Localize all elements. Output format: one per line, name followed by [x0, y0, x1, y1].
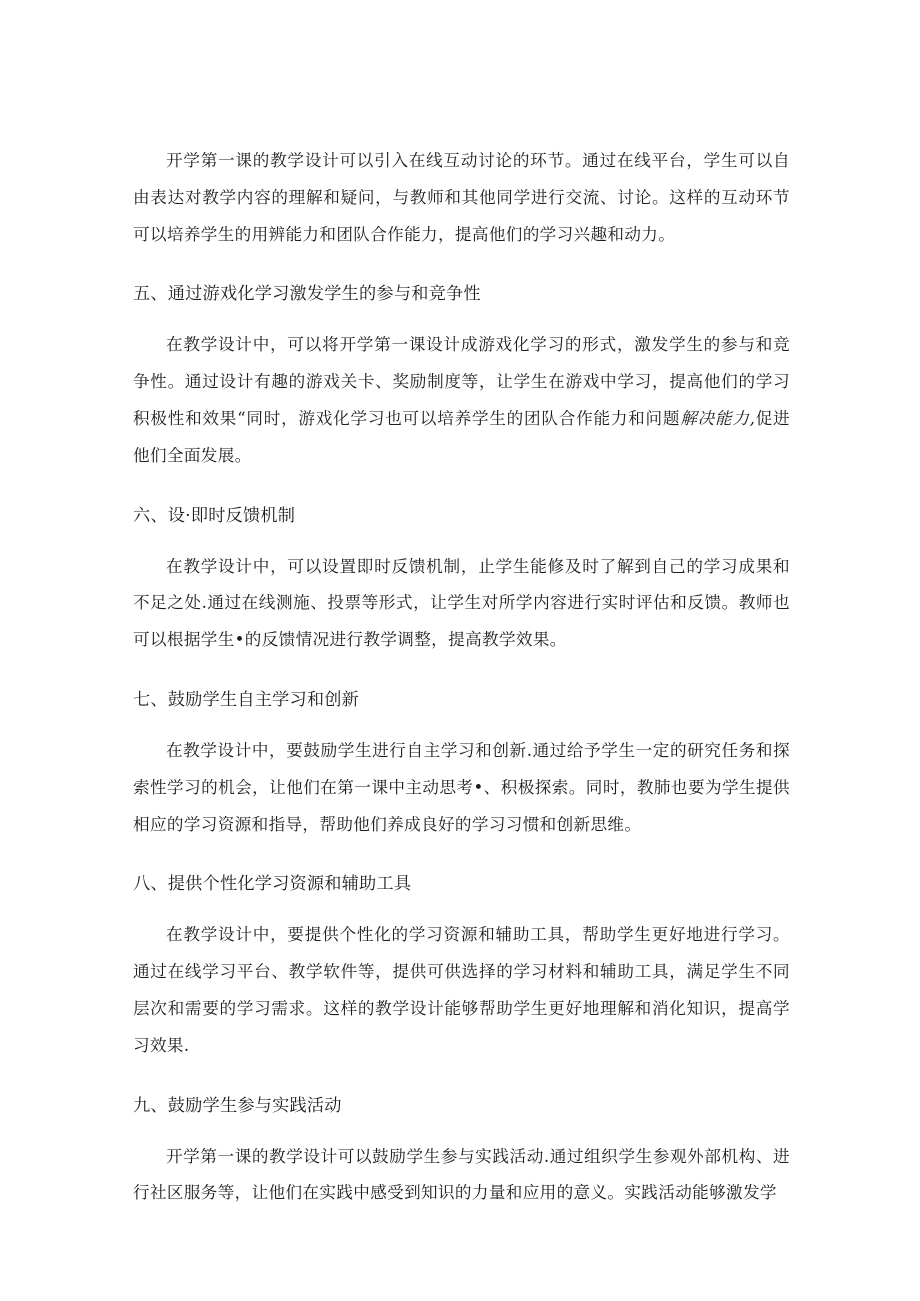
section-7-paragraph: 在教学设计中，要鼓励学生进行自主学习和创新.通过给予学生一定的研究任务和探索性学习的机会，让他们在第一课中主动思考•、积极探索。同时，教肺也要为学生提供相应的学习资源和指导，帮助他们养成良好的学习习惯和创新思维。: [133, 740, 790, 834]
section-6-paragraph: 在教学设计中，可以设置即时反馈机制，止学生能修及时了解到自己的学习成果和不足之处.通过在线测施、投票等形式，让学生对所学内容进行实时评估和反馈。教师也可以根据学生•的反馈情况进行教学调整，提高教学效果。: [133, 556, 790, 650]
section-7-heading: 七、鼓励学生自主学习和创新: [133, 689, 360, 710]
section-5-text-a: 在教学设计中，可以将开学第一课设计成游戏化学习的形式，激发学生的参与和竞争性。通过设计有趣的游戏关卡、奖励制度等，让学生在游戏中学习，提高他们的学习积极性和效果“同时，游戏化学习也可以培养学生的团队合作能力和问题: [133, 335, 790, 428]
section-6-heading: 六、设·即时反馈机制: [133, 505, 296, 526]
section-8-paragraph: 在教学设计中，要提供个性化的学习资源和辅助工具，帮助学生更好地进行学习。通过在线学习平台、教学软件等，提供可供选择的学习材料和辅助工具，满足学生不同层次和需要的学习需求。这样的教学设计能够帮助学生更好地理解和消化知识，提高学习效果.: [133, 925, 790, 1055]
section-5-text-b: 促进他们全面发展。: [133, 408, 790, 465]
section-9-paragraph: 开学第一课的教学设计可以鼓励学生参与实践活动.通过组织学生参观外部机构、进行社区服务等，让他们在实践中感受到知识的力量和应用的意义。实践活动能够激发学: [133, 1146, 790, 1203]
intro-paragraph: 开学第一课的教学设计可以引入在线互动讨论的环节。通过在线平台，学生可以自由表达对教学内容的理解和疑问，与教师和其他同学进行交流、讨论。这样的互动环节可以培养学生的用辨能力和团队合作能力，提高他们的学习兴趣和动力。: [133, 151, 790, 244]
section-5-heading: 五、通过游戏化学习激发学生的参与和竞争性: [133, 284, 481, 305]
section-5-paragraph: [133, 327, 790, 474]
section-5-emphasis: 解决能力,: [680, 408, 756, 428]
section-9-heading: 九、鼓励学生参与实践活动: [133, 1095, 342, 1116]
section-8-heading: 八、提供个性化学习资源和辅助工具: [133, 874, 412, 895]
